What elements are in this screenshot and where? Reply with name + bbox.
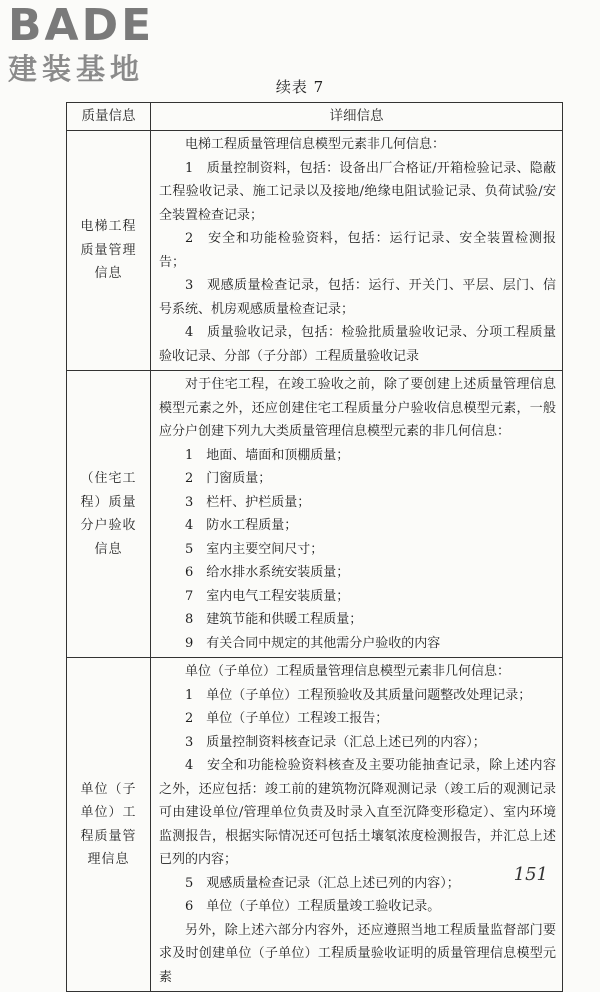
detail-line: 7 室内电气工程安装质量；: [185, 588, 350, 604]
table-row-elevator: [67, 131, 563, 371]
detail-line: 3 质量控制资料核查记录（汇总上述已列的内容）；: [185, 734, 486, 750]
detail-line: 6 给水排水系统安装质量；: [185, 565, 350, 580]
detail-line: 另外，除上述六部分内容外，还应遵照当地工程质量监督部门要求及时创建单位（子单位）工程质量验收证明的质量管理信息模型元素: [159, 922, 556, 985]
row-label: （住宅工程）质量分户验收信息: [67, 371, 151, 658]
row-detail: [151, 131, 563, 371]
table-header-row: [67, 103, 563, 131]
row-detail: [151, 658, 563, 992]
header-quality-info: 质量信息: [67, 103, 151, 131]
detail-line: 1 单位（子单位）工程预验收及其质量问题整改处理记录；: [185, 687, 532, 703]
table-row-unit-project: [67, 658, 563, 992]
detail-line: 4 质量验收记录，包括：检验批质量验收记录、分项工程质量验收记录、分部（子分部）工程质量验收记录: [159, 325, 556, 364]
detail-line: 2 单位（子单位）工程竣工报告；: [185, 711, 389, 726]
header-detail-info: 详细信息: [151, 103, 563, 131]
row-label: 电梯工程质量管理信息: [67, 131, 151, 371]
detail-line: 对于住宅工程，在竣工验收之前，除了要创建上述质量管理信息模型元素之外，还应创建住宅工程质量分户验收信息模型元素，一般应分户创建下列九大类质量管理信息模型元素的非几何信息：: [159, 377, 556, 439]
detail-line: 电梯工程质量管理信息模型元素非几何信息：: [185, 137, 446, 152]
detail-line: 8 建筑节能和供暖工程质量；: [185, 612, 363, 627]
row-label: 单位（子单位）工程质量管理信息: [67, 658, 151, 992]
detail-line: 9 有关合同中规定的其他需分户验收的内容: [185, 635, 441, 651]
row-detail: [151, 371, 563, 658]
page-number: 151: [513, 864, 548, 885]
logo-brand: BADE: [8, 0, 155, 51]
detail-line: 5 室内主要空间尺寸；: [185, 541, 324, 557]
detail-line: 4 防水工程质量；: [185, 518, 298, 533]
detail-line: 2 门窗质量；: [185, 471, 272, 486]
detail-line: 2 安全和功能检验资料，包括：运行记录、安全装置检测报告；: [159, 231, 556, 270]
detail-line: 6 单位（子单位）工程质量竣工验收记录。: [185, 899, 441, 914]
detail-line: 1 质量控制资料，包括：设备出厂合格证/开箱检验记录、隐蔽工程验收记录、施工记录以及接地/绝缘电阻试验记录、负荷试验/安全装置检查记录；: [159, 160, 556, 223]
table-caption: 续表 7: [275, 78, 325, 96]
detail-line: 1 地面、墙面和顶棚质量；: [185, 447, 350, 463]
logo-subtitle: 建装基地: [8, 52, 145, 86]
detail-line: 单位（子单位）工程质量管理信息模型元素非几何信息：: [185, 664, 511, 679]
detail-line: 3 观感质量检查记录，包括：运行、开关门、平层、层门、信号系统、机房观感质量检查记录；: [159, 278, 556, 317]
quality-info-table: [66, 102, 563, 992]
detail-line: 3 栏杆、护栏质量；: [185, 494, 311, 510]
table-row-housing: [67, 371, 563, 658]
detail-line: 4 安全和功能检验资料核查及主要功能抽查记录，除上述内容之外，还应包括：竣工前的建筑物沉降观测记录（竣工后的观测记录可由建设单位/管理单位负责及时录入直至沉降变形稳定）、室内环境监测报告，根据实际情况还可包括土壤氡浓度检测报告，并汇总上述已列的内容；: [159, 758, 556, 867]
detail-line: 5 观感质量检查记录（汇总上述已列的内容）；: [185, 875, 460, 891]
